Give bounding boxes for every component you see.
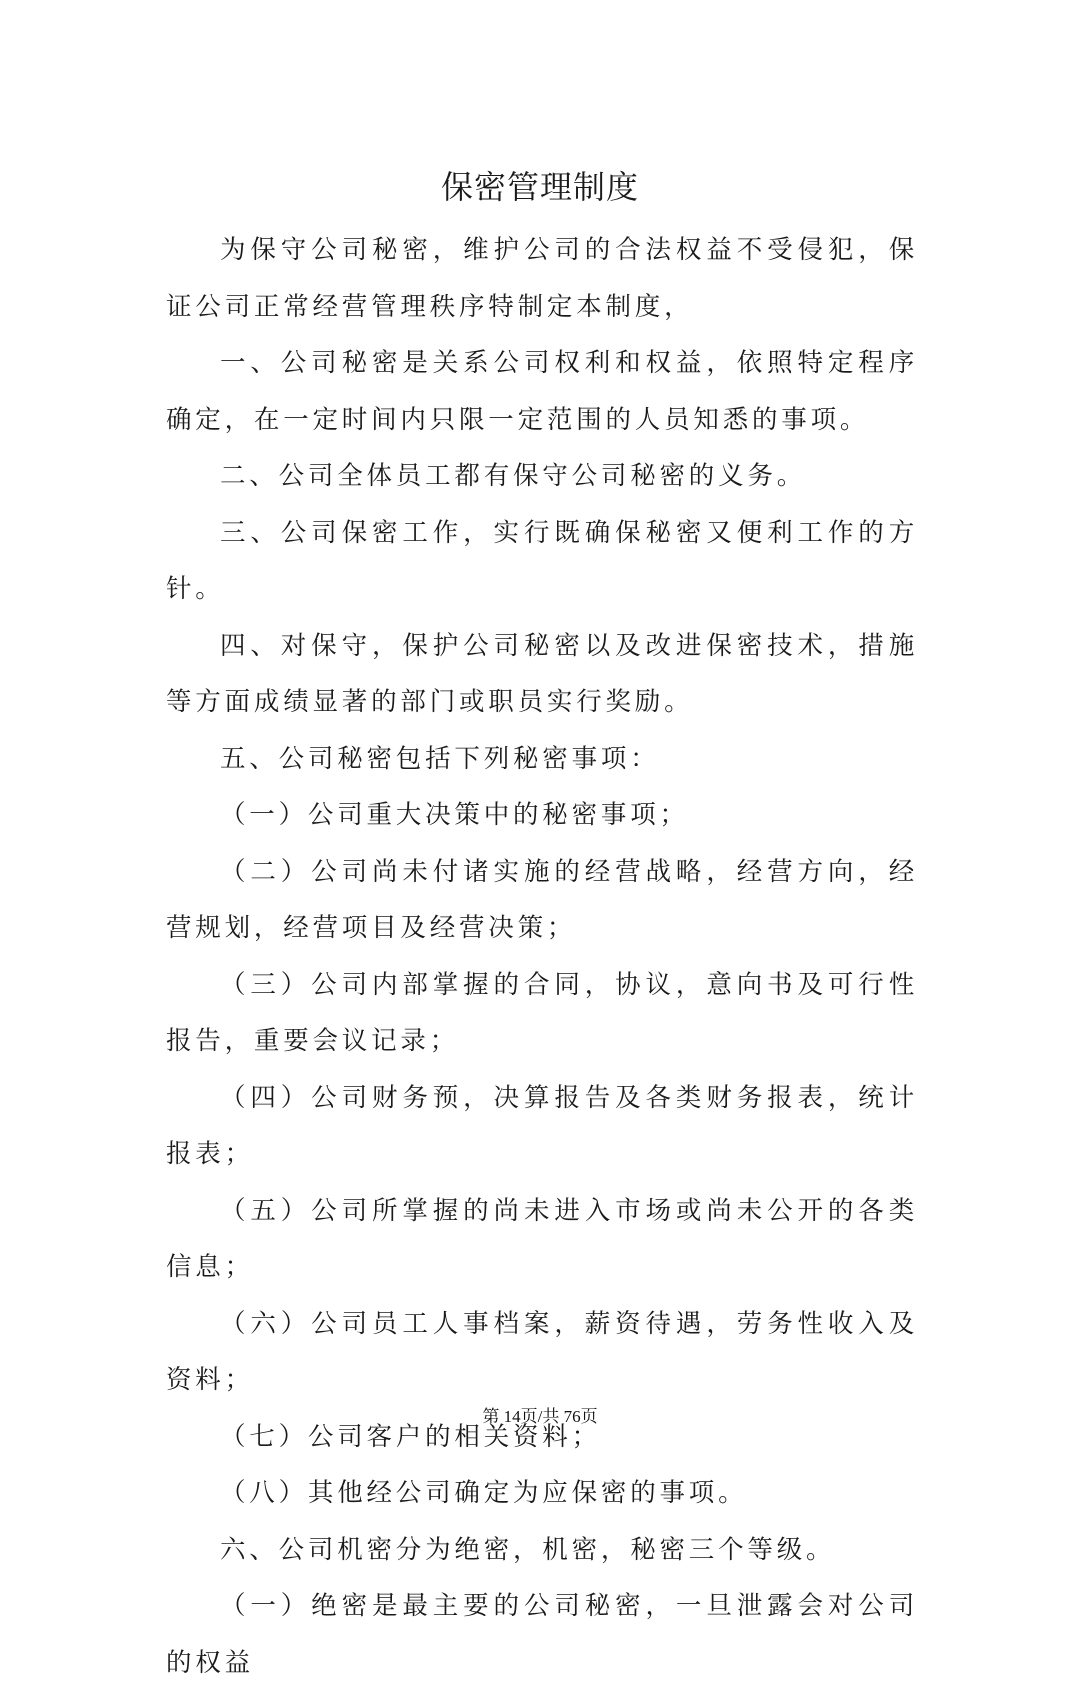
paragraph-3: 三、公司保密工作，实行既确保秘密又便利工作的方针。: [166, 517, 918, 604]
paragraph-2: 二、公司全体员工都有保守公司秘密的义务。: [220, 461, 807, 491]
list-item-5-4: （四）公司财务预，决算报告及各类财务报表，统计报表；: [166, 1082, 918, 1169]
paragraph-4: 四、对保守，保护公司秘密以及改进保密技术，措施等方面成绩显著的部门或职员实行奖励。: [166, 630, 918, 717]
list-item-5-6: （六）公司员工人事档案，薪资待遇，劳务性收入及资料；: [166, 1308, 918, 1395]
list-item-5-8: （八）其他经公司确定为应保密的事项。: [220, 1478, 748, 1508]
paragraph-1: 一、公司秘密是关系公司权利和权益，依照特定程序确定，在一定时间内只限一定范围的人员知悉的事项。: [166, 348, 918, 435]
list-item-5-7: （七）公司客户的相关资料；: [220, 1421, 601, 1452]
list-item-6-1: （一）绝密是最主要的公司秘密，一旦泄露会对公司的权益: [166, 1591, 918, 1678]
document-title: 保密管理制度: [440, 168, 639, 206]
list-item-5-1: （一）公司重大决策中的秘密事项；: [220, 800, 689, 830]
paragraph-5: 五、公司秘密包括下列秘密事项：: [220, 743, 660, 774]
page-footer: 第 14页/共 76页: [482, 1407, 598, 1426]
list-item-5-3: （三）公司内部掌握的合同，协议，意向书及可行性报告，重要会议记录；: [166, 969, 918, 1056]
paragraph-intro: 为保守公司秘密，维护公司的合法权益不受侵犯，保证公司正常经营管理秩序特制定本制度，: [166, 235, 918, 322]
document-body: [166, 222, 918, 1691]
paragraph-6: 六、公司机密分为绝密，机密，秘密三个等级。: [220, 1534, 836, 1565]
list-item-5-5: （五）公司所掌握的尚未进入市场或尚未公开的各类信息；: [166, 1195, 918, 1282]
list-item-5-2: （二）公司尚未付诸实施的经营战略，经营方向，经营规划，经营项目及经营决策；: [166, 856, 918, 943]
